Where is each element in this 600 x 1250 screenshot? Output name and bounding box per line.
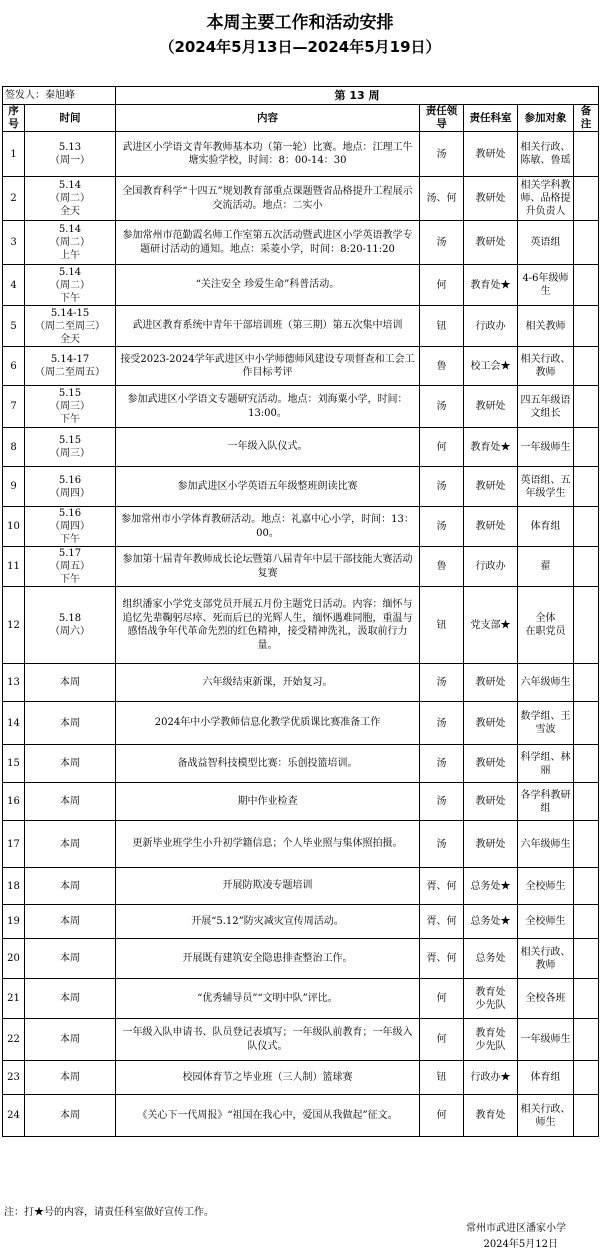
table-row <box>3 177 599 221</box>
row-participants: 相关学科教师、品格提升负责人 <box>518 177 574 221</box>
row-time: 5.18 （周六） <box>25 587 116 664</box>
row-content: 备战益智科技模型比赛：乐创投篮培训。 <box>116 745 420 783</box>
row-number: 16 <box>3 783 25 821</box>
row-time: 5.13 （周一） <box>25 132 116 177</box>
row-participants: 相关行政、教师 <box>518 347 574 386</box>
row-notes <box>574 177 599 221</box>
row-number: 19 <box>3 905 25 939</box>
row-content: 参加武进区小学英语五年级整班朗读比赛 <box>116 467 420 507</box>
row-content: 参加常州市小学体育教研活动。地点：礼嘉中心小学，时间：13：00。 <box>116 507 420 547</box>
row-leader: 汤 <box>420 132 464 177</box>
table-row <box>3 306 599 347</box>
row-notes <box>574 664 599 702</box>
row-participants: 科学组、林丽 <box>518 745 574 783</box>
row-participants: 翟 <box>518 547 574 587</box>
header-row <box>3 105 599 132</box>
row-notes <box>574 979 599 1019</box>
row-content: 参加第十届青年教师成长论坛暨第八届青年中层干部技能大赛活动复赛 <box>116 547 420 587</box>
row-dept: 行政办 <box>464 547 518 587</box>
row-notes <box>574 1061 599 1095</box>
row-time: 5.16 （周四） <box>25 467 116 507</box>
header-content: 内容 <box>116 105 420 132</box>
row-notes <box>574 745 599 783</box>
page-title: 本周主要工作和活动安排 <box>206 13 394 33</box>
row-notes <box>574 221 599 265</box>
row-dept: 总务处★ <box>464 905 518 939</box>
row-number: 10 <box>3 507 25 547</box>
row-content: 参加常州市范勤霞名师工作室第五次活动暨武进区小学英语教学专题研讨活动的通知。地点：采菱小学，时间：8:20-11:20 <box>116 221 420 265</box>
row-dept: 教研处 <box>464 132 518 177</box>
row-content: 六年级结束新课，开始复习。 <box>116 664 420 702</box>
row-participants: 各学科教研组 <box>518 783 574 821</box>
row-leader: 钮 <box>420 306 464 347</box>
row-notes <box>574 783 599 821</box>
row-notes <box>574 132 599 177</box>
row-number: 3 <box>3 221 25 265</box>
row-time: 本周 <box>25 783 116 821</box>
row-content: 武进区教育系统中青年干部培训班（第三期）第五次集中培训 <box>116 306 420 347</box>
header-notes: 备注 <box>574 105 599 132</box>
row-number: 4 <box>3 265 25 306</box>
row-time: 本周 <box>25 664 116 702</box>
row-participants: 全校师生 <box>518 868 574 905</box>
row-participants: 相关行政、师生 <box>518 1095 574 1137</box>
row-notes <box>574 547 599 587</box>
row-time: 5.14-15 （周二至周三） 全天 <box>25 306 116 347</box>
table-row <box>3 265 599 306</box>
row-time: 本周 <box>25 702 116 745</box>
row-leader: 汤 <box>420 745 464 783</box>
row-leader: 何 <box>420 1095 464 1137</box>
table-row <box>3 467 599 507</box>
row-time: 本周 <box>25 745 116 783</box>
row-content: 期中作业检查 <box>116 783 420 821</box>
row-participants: 英语组 <box>518 221 574 265</box>
row-number: 24 <box>3 1095 25 1137</box>
signer: 签发人：秦旭峰 <box>3 87 116 105</box>
table-row <box>3 547 599 587</box>
row-participants: 体育组 <box>518 507 574 547</box>
schedule-table <box>2 86 599 1137</box>
row-number: 20 <box>3 939 25 979</box>
row-content: 参加武进区小学语文专题研究活动。地点：刘海粟小学，时间：13:00。 <box>116 386 420 428</box>
row-time: 5.16 （周四） 下午 <box>25 507 116 547</box>
table-row <box>3 939 599 979</box>
row-participants: 数学组、王雪波 <box>518 702 574 745</box>
table-row <box>3 745 599 783</box>
row-leader: 何 <box>420 1019 464 1061</box>
table-row <box>3 587 599 664</box>
row-leader: 汤 <box>420 821 464 868</box>
row-content: 更新毕业班学生小升初学籍信息；个人毕业照与集体照拍摄。 <box>116 821 420 868</box>
row-leader: 鲁 <box>420 547 464 587</box>
table-row <box>3 664 599 702</box>
row-notes <box>574 587 599 664</box>
row-content: “优秀辅导员”“文明中队”评比。 <box>116 979 420 1019</box>
row-content: 开展防欺凌专题培训 <box>116 868 420 905</box>
row-participants: 相关行政、陈敏、鲁瑶 <box>518 132 574 177</box>
row-participants: 相关教师 <box>518 306 574 347</box>
row-dept: 总务处 <box>464 939 518 979</box>
row-dept: 行政办 <box>464 306 518 347</box>
header-leader: 责任领导 <box>420 105 464 132</box>
table-row <box>3 1095 599 1137</box>
row-leader: 胥、何 <box>420 939 464 979</box>
issue-date: 2024年5月12日 <box>483 1239 558 1250</box>
row-notes <box>574 905 599 939</box>
row-dept: 校工会★ <box>464 347 518 386</box>
row-notes <box>574 1019 599 1061</box>
row-notes <box>574 939 599 979</box>
row-dept: 党支部★ <box>464 587 518 664</box>
row-notes <box>574 386 599 428</box>
header-dept: 责任科室 <box>464 105 518 132</box>
row-notes <box>574 428 599 467</box>
row-leader: 何 <box>420 265 464 306</box>
row-participants: 全校师生 <box>518 905 574 939</box>
row-content: 组织潘家小学党支部党员开展五月份主题党日活动。内容：缅怀与追忆先辈鞠躬尽瘁、死而后已的光辉人生，缅怀遇难同胞，重温与感悟战争年代革命先烈的红色精神，接受精神洗礼，汲取前行力量。 <box>116 587 420 664</box>
row-leader: 汤、何 <box>420 177 464 221</box>
row-content: “关注安全 珍爱生命”科普活动。 <box>116 265 420 306</box>
row-leader: 鲁 <box>420 347 464 386</box>
row-number: 17 <box>3 821 25 868</box>
row-participants: 四五年级语文组长 <box>518 386 574 428</box>
table-row <box>3 386 599 428</box>
row-participants: 体育组 <box>518 1061 574 1095</box>
row-content: 2024年中小学教师信息化教学优质课比赛准备工作 <box>116 702 420 745</box>
row-leader: 钮 <box>420 587 464 664</box>
row-time: 本周 <box>25 1095 116 1137</box>
table-row <box>3 821 599 868</box>
row-number: 22 <box>3 1019 25 1061</box>
row-dept: 行政办★ <box>464 1061 518 1095</box>
row-time: 5.14 （周二） 上午 <box>25 221 116 265</box>
table-row <box>3 702 599 745</box>
school-name: 常州市武进区潘家小学 <box>466 1223 566 1234</box>
table-row <box>3 979 599 1019</box>
row-content: 开展既有建筑安全隐患排查整治工作。 <box>116 939 420 979</box>
footer-note: 注：打★号的内容，请责任科室做好宣传工作。 <box>4 1207 214 1218</box>
row-notes <box>574 467 599 507</box>
table-row <box>3 221 599 265</box>
row-leader: 汤 <box>420 467 464 507</box>
row-notes <box>574 702 599 745</box>
row-content: 开展“5.12”防灾减灾宣传周活动。 <box>116 905 420 939</box>
row-dept: 教研处 <box>464 702 518 745</box>
row-leader: 汤 <box>420 221 464 265</box>
table-row <box>3 868 599 905</box>
row-dept: 总务处★ <box>464 868 518 905</box>
row-participants: 相关行政、教师 <box>518 939 574 979</box>
header-no: 序号 <box>3 105 25 132</box>
row-leader: 汤 <box>420 783 464 821</box>
row-number: 12 <box>3 587 25 664</box>
row-content: 一年级入队仪式。 <box>116 428 420 467</box>
row-leader: 钮 <box>420 1061 464 1095</box>
row-dept: 教育处 少先队 <box>464 979 518 1019</box>
row-dept: 教育处★ <box>464 265 518 306</box>
row-number: 7 <box>3 386 25 428</box>
row-notes <box>574 868 599 905</box>
row-time: 5.17 （周五） 下午 <box>25 547 116 587</box>
row-content: 接受2023-2024学年武进区中小学师德师风建设专项督查和工会工作目标考评 <box>116 347 420 386</box>
row-dept: 教育处 <box>464 1095 518 1137</box>
row-time: 5.15 （周三） 下午 <box>25 386 116 428</box>
row-dept: 教研处 <box>464 177 518 221</box>
row-time: 本周 <box>25 979 116 1019</box>
signer-row <box>3 87 599 105</box>
row-dept: 教研处 <box>464 507 518 547</box>
page-subtitle: （2024年5月13日—2024年5月19日） <box>159 38 441 56</box>
row-number: 1 <box>3 132 25 177</box>
row-notes <box>574 821 599 868</box>
header-time: 时间 <box>25 105 116 132</box>
row-leader: 何 <box>420 428 464 467</box>
row-participants: 4-6年级师生 <box>518 265 574 306</box>
row-leader: 汤 <box>420 507 464 547</box>
table-row <box>3 1019 599 1061</box>
row-leader: 何 <box>420 979 464 1019</box>
table-row <box>3 132 599 177</box>
row-dept: 教育处 少先队 <box>464 1019 518 1061</box>
row-number: 23 <box>3 1061 25 1095</box>
row-dept: 教研处 <box>464 664 518 702</box>
row-participants: 一年级师生 <box>518 428 574 467</box>
header-participants: 参加对象 <box>518 105 574 132</box>
row-leader: 汤 <box>420 664 464 702</box>
row-leader: 汤 <box>420 386 464 428</box>
row-time: 本周 <box>25 868 116 905</box>
row-notes <box>574 347 599 386</box>
row-participants: 六年级师生 <box>518 664 574 702</box>
row-time: 本周 <box>25 1019 116 1061</box>
row-time: 本周 <box>25 905 116 939</box>
row-participants: 英语组、五年级学生 <box>518 467 574 507</box>
row-dept: 教研处 <box>464 386 518 428</box>
row-dept: 教研处 <box>464 821 518 868</box>
row-leader: 胥、何 <box>420 868 464 905</box>
row-dept: 教研处 <box>464 467 518 507</box>
row-time: 5.14 （周二） 下午 <box>25 265 116 306</box>
row-time: 本周 <box>25 939 116 979</box>
table-row <box>3 783 599 821</box>
schedule-body <box>3 132 599 1137</box>
row-number: 13 <box>3 664 25 702</box>
row-dept: 教研处 <box>464 745 518 783</box>
row-number: 9 <box>3 467 25 507</box>
row-content: 《关心下一代周报》“祖国在我心中，爱国从我做起”征文。 <box>116 1095 420 1137</box>
row-number: 15 <box>3 745 25 783</box>
row-notes <box>574 1095 599 1137</box>
row-number: 14 <box>3 702 25 745</box>
row-number: 8 <box>3 428 25 467</box>
row-number: 11 <box>3 547 25 587</box>
row-participants: 六年级师生 <box>518 821 574 868</box>
row-number: 2 <box>3 177 25 221</box>
row-dept: 教研处 <box>464 783 518 821</box>
row-content: 武进区小学语文青年教师基本功（第一轮）比赛。地点：江理工牛塘实验学校，时间：8：00-14：30 <box>116 132 420 177</box>
row-number: 5 <box>3 306 25 347</box>
table-row <box>3 428 599 467</box>
row-content: 校园体育节之毕业班（三人制）篮球赛 <box>116 1061 420 1095</box>
row-number: 18 <box>3 868 25 905</box>
week-number: 第 13 周 <box>116 87 599 105</box>
row-time: 5.14 （周二） 全天 <box>25 177 116 221</box>
row-dept: 教育处★ <box>464 428 518 467</box>
row-time: 5.14-17 （周二至周五） <box>25 347 116 386</box>
row-time: 5.15 （周三） <box>25 428 116 467</box>
row-notes <box>574 507 599 547</box>
row-number: 21 <box>3 979 25 1019</box>
row-time: 本周 <box>25 1061 116 1095</box>
row-dept: 教研处 <box>464 221 518 265</box>
table-row <box>3 347 599 386</box>
table-row <box>3 905 599 939</box>
row-notes <box>574 265 599 306</box>
row-content: 全国教育科学“十四五”规划教育部重点课题暨省品格提升工程展示交流活动。地点：二实小 <box>116 177 420 221</box>
row-participants: 一年级师生 <box>518 1019 574 1061</box>
row-participants: 全体 在职党员 <box>518 587 574 664</box>
row-participants: 全校各班 <box>518 979 574 1019</box>
row-time: 本周 <box>25 821 116 868</box>
table-row <box>3 507 599 547</box>
row-leader: 胥、何 <box>420 905 464 939</box>
row-leader: 汤 <box>420 702 464 745</box>
row-content: 一年级入队申请书、队员登记表填写；一年级队前教育；一年级入队仪式。 <box>116 1019 420 1061</box>
row-number: 6 <box>3 347 25 386</box>
row-notes <box>574 306 599 347</box>
table-row <box>3 1061 599 1095</box>
